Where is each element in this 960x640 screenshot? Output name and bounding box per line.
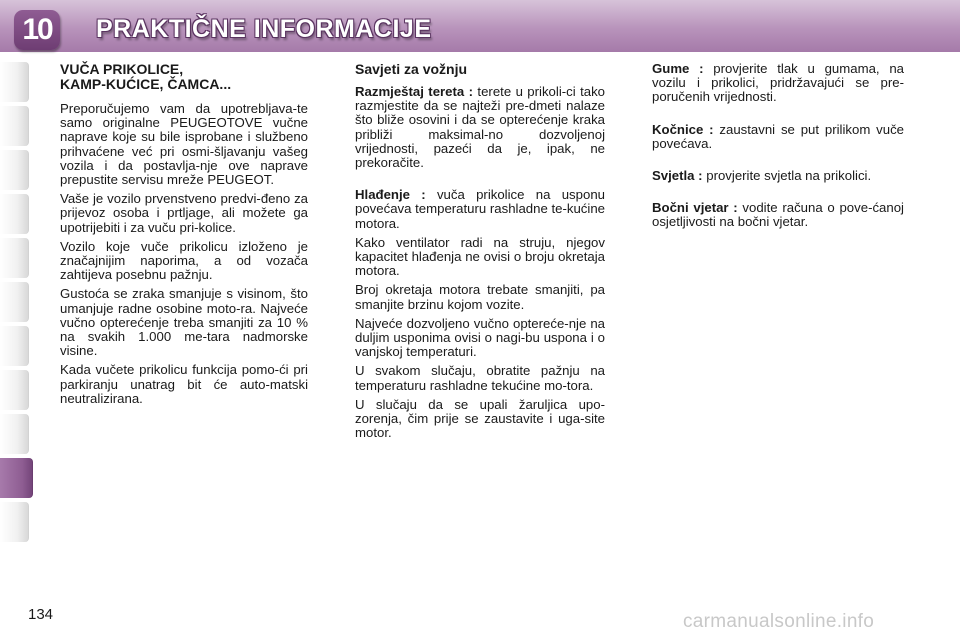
side-tab[interactable]	[0, 326, 29, 366]
chapter-side-tabs	[0, 62, 34, 546]
side-tab[interactable]	[0, 282, 29, 322]
cooling-text: vuča prikolice na usponu povećava temperaturu rashladne te-kućine motora.	[355, 187, 605, 231]
side-tab[interactable]	[0, 106, 29, 146]
crosswind-paragraph	[652, 201, 904, 229]
crosswind-label: Bočni vjetar :	[652, 200, 738, 216]
brakes-text: zaustavni se put prilikom vuče povećava.	[652, 121, 905, 151]
side-tab[interactable]	[0, 150, 29, 190]
side-tab[interactable]	[0, 370, 29, 410]
chapter-number-badge: 10	[14, 10, 60, 50]
cooling-paragraph	[355, 188, 605, 231]
advice-paragraph: Broj okretaja motora trebate smanjiti, pa smanjite brzinu kojom vozite.	[355, 282, 605, 312]
advice-paragraph: U slučaju da se upali žaruljica upo-zorenja, čim prije se zaustavite i uga-site motor.	[355, 396, 605, 441]
driving-advice-title: Savjeti za vožnju	[355, 61, 468, 77]
chapter-title: PRAKTIČNE INFORMACIJE	[96, 15, 432, 43]
driving-advice-column	[355, 62, 605, 445]
side-tab[interactable]	[0, 502, 29, 542]
towing-paragraph: Gustoća se zraka smanjuje s visinom, što umanjuje radne osobine moto-ra. Najveće vučno opterećenje treba smanjiti za 10 % na svakih 1.000 me-tara nadmorske visine.	[60, 286, 308, 359]
tyres-text: provjerite tlak u gumama, na vozilu i prikolici, pridržavajući se pre-poručenih vrijednosti.	[652, 61, 904, 105]
lights-text: provjerite svjetla na prikolici.	[702, 168, 872, 184]
checks-column	[652, 62, 904, 235]
cooling-label: Hlađenje :	[355, 187, 426, 203]
towing-section-title	[60, 62, 308, 92]
tyres-paragraph	[652, 62, 904, 105]
tyres-label: Gume :	[652, 61, 704, 76]
side-tab[interactable]	[0, 194, 29, 234]
load-distribution-text: terete u prikoli-ci tako razmjestite da se najteži pre-dmeti nalaze što bliže osovini i da se opterećenje kraka približi maksimal-no dozvoljenoj vrijednosti, pazeći da je, ipak, ne prekoračite.	[355, 84, 605, 171]
side-tab[interactable]	[0, 238, 29, 278]
load-distribution-label: Razmještaj tereta :	[355, 84, 474, 99]
towing-paragraph: Vaše je vozilo prvenstveno predvi-đeno za prijevoz osoba i prtljage, ali možete ga upotrijebiti i za vuču pri-kolice.	[60, 191, 308, 235]
towing-paragraph: Vozilo koje vuče prikolicu izloženo je značajnijim naporima, a od vozača zahtijeva posebnu pažnju.	[60, 238, 308, 283]
side-tab[interactable]	[0, 62, 29, 102]
brakes-paragraph	[652, 123, 904, 151]
load-distribution-paragraph	[355, 85, 605, 170]
crosswind-text: vodite računa o pove-ćanoj osjetljivosti na bočni vjetar.	[652, 200, 904, 230]
brakes-label: Kočnice :	[652, 121, 714, 137]
advice-paragraph: Kako ventilator radi na struju, njegov kapacitet hlađenja ne ovisi o broju okretaja motora.	[355, 234, 605, 279]
page-number: 134	[28, 606, 54, 623]
towing-column	[60, 62, 308, 411]
towing-title-line-1: VUČA PRIKOLICE,	[60, 61, 184, 77]
lights-label: Svjetla :	[652, 168, 703, 184]
towing-paragraph: Preporučujemo vam da upotrebljava-te samo originalne PEUGEOTOVE vučne naprave koje su bile isprobane i službeno prihvaćene već pri osmi-šljavanju vašeg vozila i da postavlja-nje ove naprave prepustite servisu mreže PEUGEOT.	[60, 101, 308, 188]
advice-paragraph: U svakom slučaju, obratite pažnju na temperaturu rashladne tekućine mo-tora.	[355, 363, 605, 393]
side-tab[interactable]	[0, 414, 29, 454]
watermark: carmanualsonline.info	[683, 611, 875, 632]
towing-title-line-2: KAMP-KUĆICE, ČAMCA...	[60, 76, 232, 92]
side-tab-active[interactable]	[0, 458, 33, 498]
lights-paragraph	[652, 169, 904, 183]
towing-paragraph: Kada vučete prikolicu funkcija pomo-ći pri parkiranju unatrag bit će auto-matski neutralizirana.	[60, 362, 308, 406]
advice-paragraph: Najveće dozvoljeno vučno optereće-nje na duljim usponima ovisi o nagi-bu uspona i o vanjskoj temperaturi.	[355, 315, 605, 360]
